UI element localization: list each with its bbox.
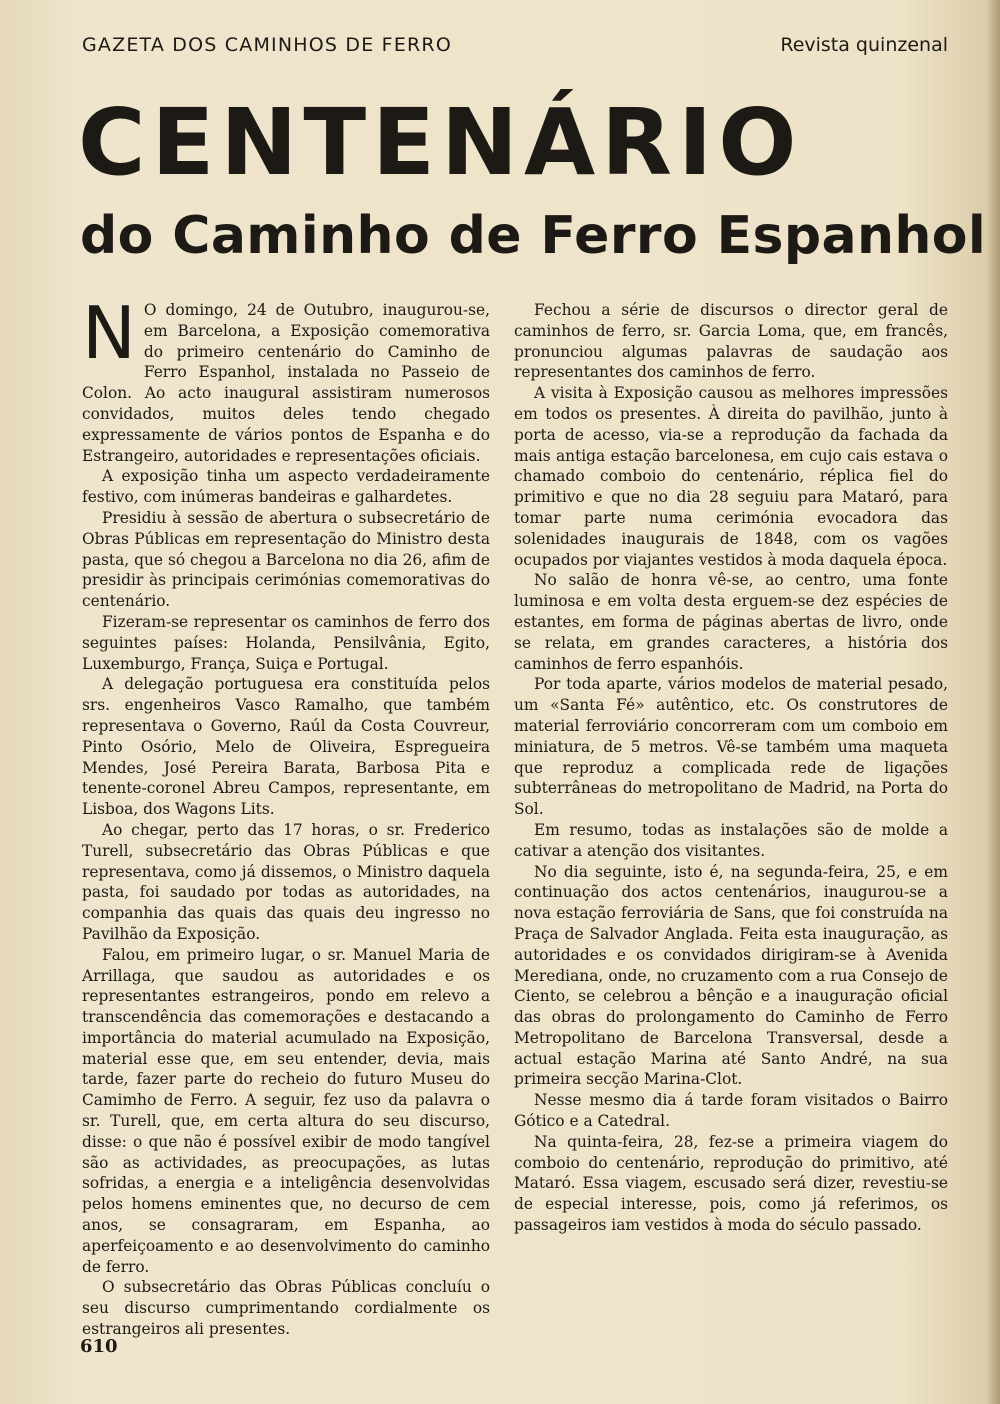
headline: CENTENÁRIO (78, 89, 803, 196)
article-paragraph (82, 291, 490, 466)
article-paragraph: Falou, em primeiro lugar, o sr. Manuel Maria de Arrillaga, que saudou as autoridades e os representantes estrangeiros, pondo em relevo a transcendência das comemorações e destacando a importância do material acumulado na Exposição, material esse que, em seu entender, devia, mais tarde, fazer parte do recheio do futuro Museu do Camimho de Ferro. A seguir, fez uso da palavra o sr. Turell, que, em certa altura do seu discurso, disse: o que não é possível exibir de modo tangível são as actividades, as preocupações, as lutas sofridas, a energia e a inteligência desenvolvidas pelos homens eminentes que, no decurso de cem anos, se consagraram, em Espanha, ao aperfeiçoamento e ao desenvolvimento do caminho de ferro. (82, 945, 490, 1276)
article-paragraph: Fizeram-se representar os caminhos de ferro dos seguintes países: Holanda, Pensilvânia, Egito, Luxemburgo, França, Suiça e Portugal. (82, 612, 490, 673)
article-column-left (82, 291, 490, 1340)
paragraph-text: O domingo, 24 de Outubro, inaugurou-se, em Barcelona, a Exposição comemorativa do primeiro centenário do Caminho de Ferro Espanhol, instalada no Passeio de Colon. Ao acto inaugural assistiram numerosos convidados, muitos deles tendo chegado expressamente de vários pontos de Espanha e do Estrangeiro, autoridades e representações oficiais. (82, 301, 490, 465)
article-paragraph: A exposição tinha um aspecto verdadeiramente festivo, com inúmeras bandeiras e galhardetes. (82, 467, 490, 507)
periodicity-label: Revista quinzenal (780, 34, 948, 56)
article-paragraph: Ao chegar, perto das 17 horas, o sr. Frederico Turell, subsecretário das Obras Públicas e que representava, como já dissemos, o Ministro daquela pasta, foi saudado por todas as autoridades, na companhia das quais das quais deu ingresso no Pavilhão da Exposição. (82, 820, 490, 943)
article-paragraph: No salão de honra vê-se, ao centro, uma fonte luminosa e em volta desta erguem-se dez espécies de estantes, em forma de páginas abertas de livro, onde se relata, em grandes caracteres, a história dos caminhos de ferro espanhóis. (514, 571, 948, 673)
article-paragraph: Em resumo, todas as instalações são de molde a cativar a atenção dos visitantes. (514, 820, 948, 860)
article-paragraph: Nesse mesmo dia á tarde foram visitados o Bairro Gótico e a Catedral. (514, 1091, 948, 1131)
article-paragraph: O subsecretário das Obras Públicas concluíu o seu discurso cumprimentando cordialmente os estrangeiros ali presentes. (82, 1278, 490, 1339)
drop-cap: N (82, 291, 136, 375)
article-paragraph: No dia seguinte, isto é, na segunda-feira, 25, e em continuação dos actos centenários, inaugurou-se a nova estação ferroviária de Sans, que foi construída na Praça de Salvador Anglada. Feita esta inauguração, as autoridades e os convidados dirigiram-se à Avenida Merediana, onde, no cruzamento com a rua Consejo de Ciento, se celebrou a bênção e a inauguração oficial das obras do prolongamento do Caminho de Ferro Metropolitano de Barcelona Transversal, desde a actual estação Marina até Santo André, na sua primeira secção Marina-Clot. (514, 862, 948, 1089)
page-number: 610 (80, 1336, 118, 1357)
article-paragraph: Presidiu à sessão de abertura o subsecretário de Obras Públicas em representação do Ministro desta pasta, que só chegou a Barcelona no dia 26, afim de presidir às principais cerimónias comemorativas do centenário. (82, 508, 490, 611)
page-edge-shadow (986, 0, 1000, 1404)
article-paragraph: Na quinta-feira, 28, fez-se a primeira viagem do comboio do centenário, reprodução do primitivo, até Mataró. Essa viagem, escusado será dizer, revestiu-se de especial interesse, pois, como já referimos, os passageiros iam vestidos à moda do século passado. (514, 1132, 948, 1235)
article-paragraph: A visita à Exposição causou as melhores impressões em todos os presentes. À direita do pavilhão, junto à porta de acesso, via-se a reprodução da fachada da mais antiga estação barcelonesa, em cujo cais estava o chamado comboio do centenário, réplica fiel do primitivo e que no dia 28 seguiu para Mataró, para tomar parte numa cerimónia evocadora das solenidades inaugurais de 1848, com os vagões ocupados por viajantes vestidos à moda daquela época. (514, 384, 948, 569)
running-header (82, 34, 948, 64)
article-column-right (514, 300, 948, 1236)
subheadline: do Caminho de Ferro Espanhol (80, 206, 987, 266)
publication-name: GAZETA DOS CAMINHOS DE FERRO (82, 34, 452, 56)
article-paragraph: Fechou a série de discursos o director geral de caminhos de ferro, sr. Garcia Loma, que, em francês, pronunciou algumas palavras de saudação aos representantes dos caminhos de ferro. (514, 301, 948, 382)
article-paragraph: Por toda aparte, vários modelos de material pesado, um «Santa Fé» autêntico, etc. Os construtores de material ferroviário concorreram com um comboio em miniatura, de 5 metros. Vê-se também uma maqueta que reproduz a complicada rede de ligações subterrâneas do metropolitano de Madrid, na Porta do Sol. (514, 675, 948, 819)
article-paragraph: A delegação portuguesa era constituída pelos srs. engenheiros Vasco Ramalho, que também representava o Governo, Raúl da Costa Couvreur, Pinto Osório, Melo de Oliveira, Espregueira Mendes, José Pereira Barata, Barbosa Pita e tenente-coronel Abreu Campos, representante, em Lisboa, dos Wagons Lits. (82, 675, 490, 819)
